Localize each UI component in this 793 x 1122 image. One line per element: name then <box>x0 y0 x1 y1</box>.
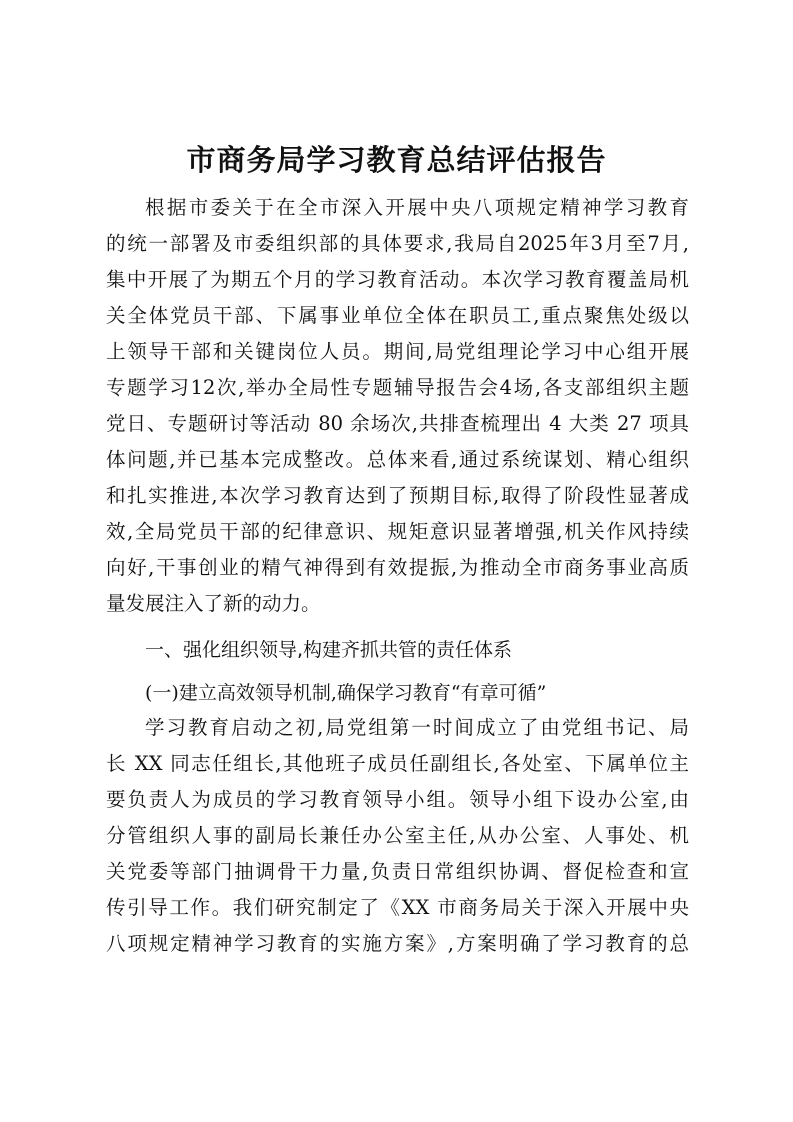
intro-line-3: 集中开展了为期五个月的学习教育活动。本次学习教育覆盖局机 <box>106 268 689 291</box>
section-heading-1: 一、强化组织领导,构建齐抓共管的责任体系 <box>145 639 513 661</box>
intro-line-6: 专题学习12次,举办全局性专题辅导报告会4场,各支部组织主题 <box>106 376 689 399</box>
document-title: 市商务局学习教育总结评估报告 <box>186 143 607 177</box>
intro-line-11: 向好,干事创业的精气神得到有效提振,为推动全市商务事业高质 <box>106 556 689 579</box>
subsection-heading-1: (一)建立高效领导机制,确保学习教育“有章可循” <box>145 682 547 704</box>
intro-line-12: 量发展注入了新的动力。 <box>106 592 321 615</box>
body-line-2: 长 XX 同志任组长,其他班子成员任副组长,各处室、下属单位主 <box>106 752 689 775</box>
intro-line-5: 上领导干部和关键岗位人员。期间,局党组理论学习中心组开展 <box>106 340 689 363</box>
intro-line-7: 党日、专题研讨等活动 80 余场次,共排查梳理出 4 大类 27 项具 <box>106 412 689 435</box>
body-line-7: 八项规定精神学习教育的实施方案》,方案明确了学习教育的总 <box>106 932 689 955</box>
intro-line-9: 和扎实推进,本次学习教育达到了预期目标,取得了阶段性显著成 <box>106 484 689 507</box>
intro-line-8: 体问题,并已基本完成整改。总体来看,通过系统谋划、精心组织 <box>106 448 689 471</box>
intro-line-2: 的统一部署及市委组织部的具体要求,我局自2025年3月至7月, <box>106 232 689 255</box>
body-line-3: 要负责人为成员的学习教育领导小组。领导小组下设办公室,由 <box>106 788 689 811</box>
body-line-4: 分管组织人事的副局长兼任办公室主任,从办公室、人事处、机 <box>106 824 689 847</box>
body-line-5: 关党委等部门抽调骨干力量,负责日常组织协调、督促检查和宣 <box>106 860 689 883</box>
intro-line-10: 效,全局党员干部的纪律意识、规矩意识显著增强,机关作风持续 <box>106 520 689 543</box>
body-line-6: 传引导工作。我们研究制定了《XX 市商务局关于深入开展中央 <box>106 896 689 919</box>
intro-line-1: 根据市委关于在全市深入开展中央八项规定精神学习教育 <box>145 196 689 219</box>
body-line-1: 学习教育启动之初,局党组第一时间成立了由党组书记、局 <box>145 716 689 739</box>
intro-line-4: 关全体党员干部、下属事业单位全体在职员工,重点聚焦处级以 <box>106 304 689 327</box>
